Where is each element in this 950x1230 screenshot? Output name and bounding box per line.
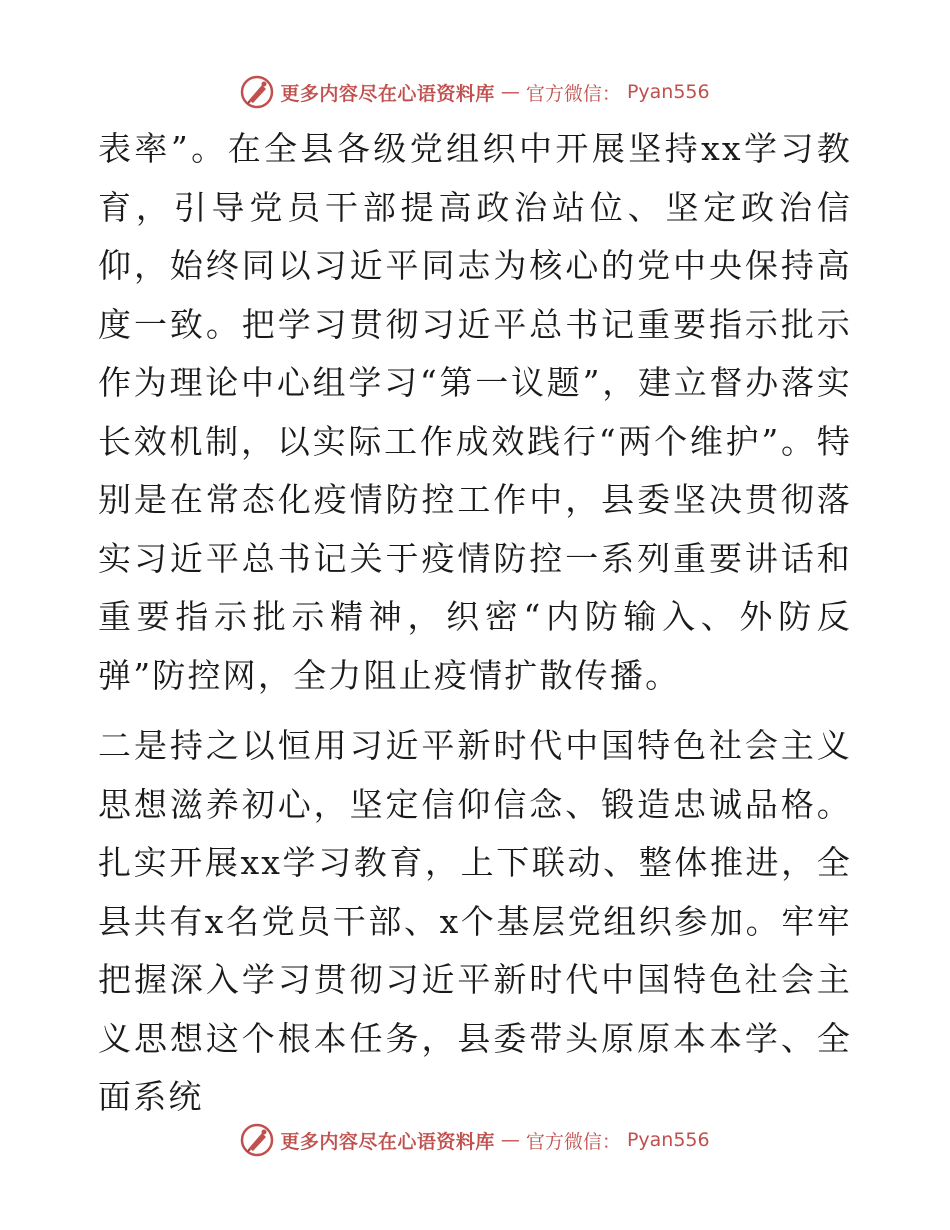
watermark-wechat-label: 官方微信： <box>525 1130 621 1153</box>
watermark-separator: — <box>500 81 520 103</box>
watermark-account-id: Pyan556 <box>626 81 710 103</box>
watermark-separator: — <box>500 1129 520 1151</box>
watermark-account-id: Pyan556 <box>626 1129 710 1151</box>
document-body <box>98 120 852 1127</box>
pen-logo-icon <box>240 75 274 109</box>
paragraph-2: 二是持之以恒用习近平新时代中国特色社会主义思想滋养初心，坚定信仰信念、锻造忠诚品格。扎实开展xx学习教育，上下联动、整体推进，全县共有x名党员干部、x个基层党组织参加。牢牢把握深入学习贯彻习近平新时代中国特色社会主义思想这个根本任务，县委带头原原本本学、全面系统 <box>98 726 852 1116</box>
watermark-title: 更多内容尽在心语资料库 <box>280 82 495 105</box>
watermark-title: 更多内容尽在心语资料库 <box>280 1130 495 1153</box>
footer-watermark <box>0 1120 950 1160</box>
paragraph-1: 表率”。在全县各级党组织中开展坚持xx学习教育，引导党员干部提高政治站位、坚定政治信仰，始终同以习近平同志为核心的党中央保持高度一致。把学习贯彻习近平总书记重要指示批示作为理论中心组学习“第一议题”，建立督办落实长效机制，以实际工作成效践行“两个维护”。特别是在常态化疫情防控工作中，县委坚决贯彻落实习近平总书记关于疫情防控一系列重要讲话和重要指示批示精神，织密“内防输入、外防反弹”防控网，全力阻止疫情扩散传播。 <box>98 129 852 695</box>
watermark-wechat-label: 官方微信： <box>525 82 621 105</box>
pen-logo-icon <box>240 1123 274 1157</box>
header-watermark <box>0 72 950 112</box>
